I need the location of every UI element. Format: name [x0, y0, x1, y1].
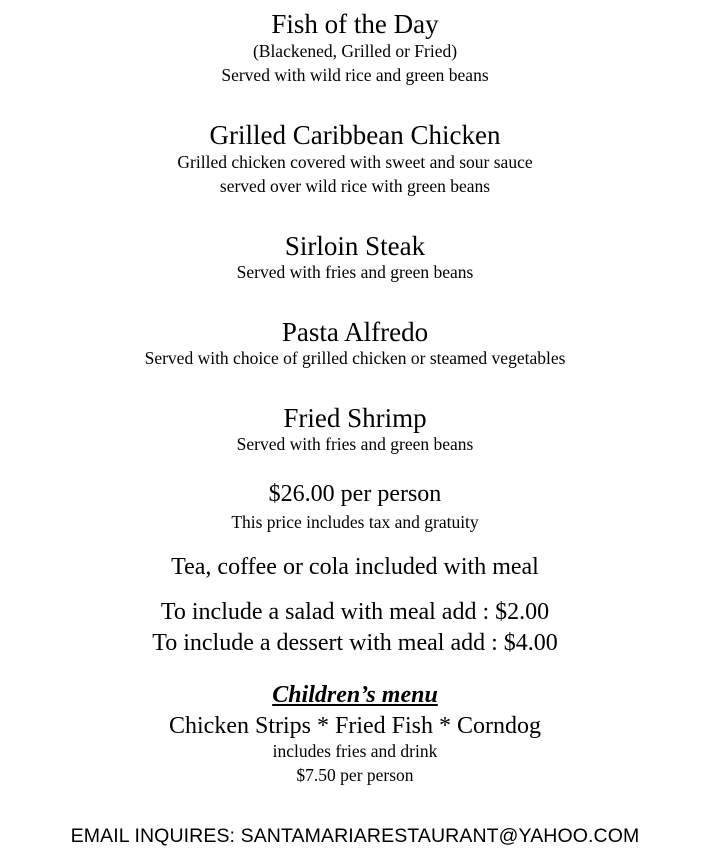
price-per-person: $26.00 per person	[268, 481, 442, 507]
addon-salad: To include a salad with meal add : $2.00	[160, 599, 550, 625]
addon-dessert: To include a dessert with meal add : $4.00	[152, 630, 558, 656]
children-menu-price: $7.50 per person	[296, 765, 414, 785]
menu-item-shrimp-title: Fried Shrimp	[283, 403, 427, 433]
children-menu-items: Chicken Strips * Fried Fish * Corndog	[168, 713, 541, 739]
menu-item-chicken-desc-1: Grilled chicken covered with sweet and sour sauce	[177, 152, 533, 172]
menu-item-pasta-title: Pasta Alfredo	[281, 317, 429, 347]
menu-item-fish-desc-1: (Blackened, Grilled or Fried)	[252, 41, 458, 61]
drinks-note: Tea, coffee or cola included with meal	[171, 554, 539, 580]
menu-item-steak-title: Sirloin Steak	[284, 231, 426, 261]
children-menu-heading: Children’s menu	[272, 682, 438, 708]
menu-item-chicken-title: Grilled Caribbean Chicken	[209, 120, 501, 150]
menu-item-fish-desc-2: Served with wild rice and green beans	[221, 65, 489, 85]
price-note: This price includes tax and gratuity	[231, 512, 479, 532]
email-inquiries: EMAIL INQUIRES: SANTAMARIARESTAURANT@YAHOO.COM	[70, 825, 640, 847]
menu-item-chicken-desc-2: served over wild rice with green beans	[219, 176, 491, 196]
menu-item-shrimp-desc: Served with fries and green beans	[236, 434, 474, 454]
menu-item-fish-title: Fish of the Day	[271, 9, 439, 39]
children-menu-includes: includes fries and drink	[272, 741, 438, 761]
menu-item-pasta-desc: Served with choice of grilled chicken or steamed vegetables	[144, 348, 566, 368]
menu-item-steak-desc: Served with fries and green beans	[236, 262, 474, 282]
